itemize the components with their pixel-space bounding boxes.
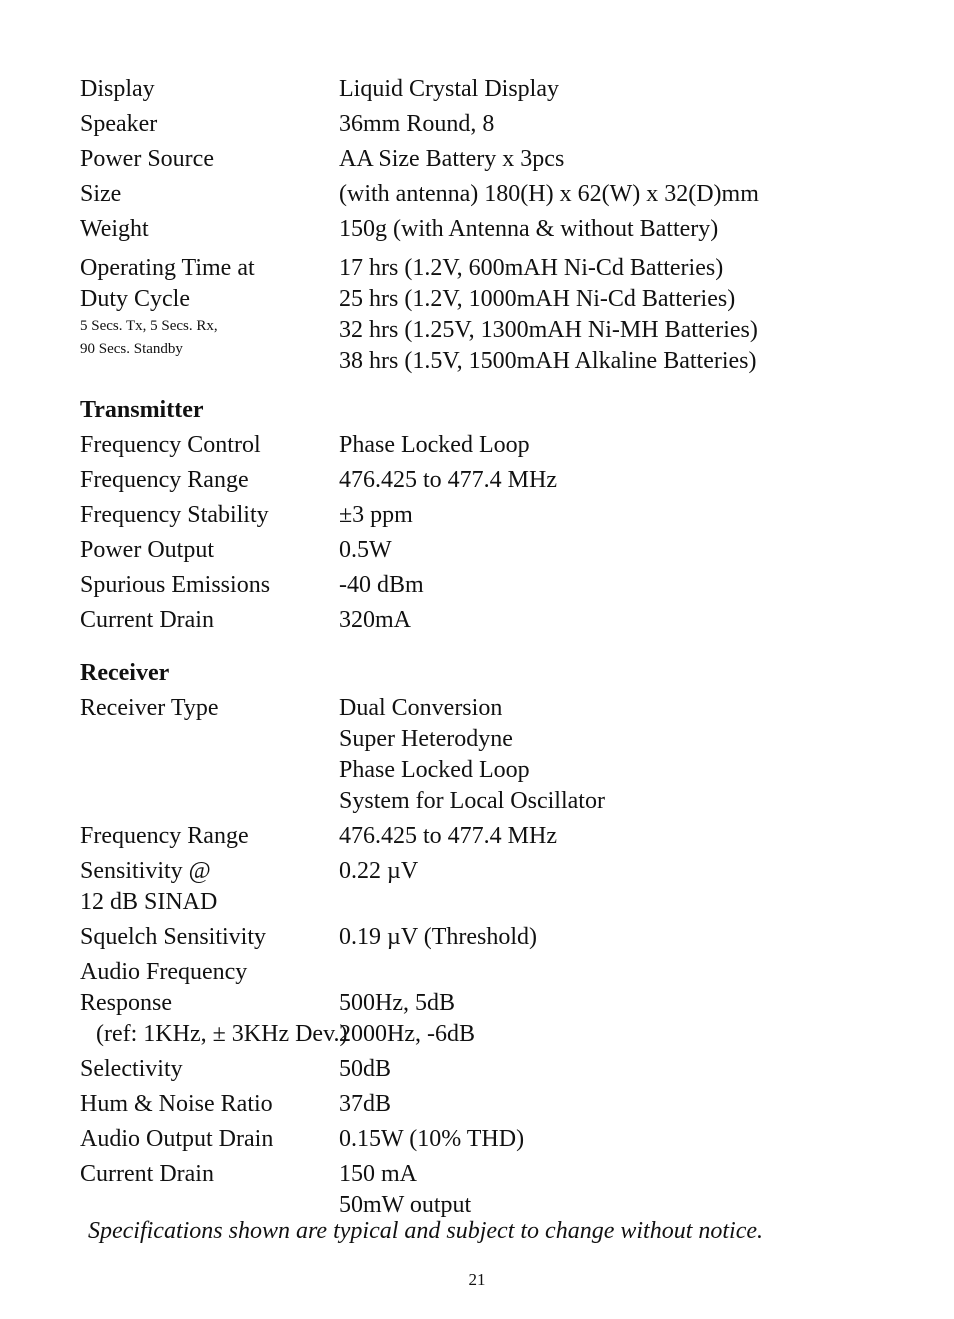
spec-value: System for Local Oscillator: [339, 788, 605, 814]
spec-label: Frequency Control: [80, 432, 261, 458]
spec-row-operating-time: [80, 253, 880, 377]
spec-row: [80, 856, 880, 918]
spec-row: [80, 957, 880, 1050]
spec-value: 50dB: [339, 1056, 392, 1082]
spec-sublabel: 90 Secs. Standby: [80, 341, 183, 357]
spec-value: 150g (with Antenna & without Battery): [339, 216, 719, 242]
page-number: 21: [468, 1270, 486, 1289]
spec-value: 476.425 to 477.4 MHz: [339, 823, 557, 849]
spec-value: Dual Conversion: [339, 695, 503, 721]
spec-row: [80, 922, 880, 953]
spec-value: [339, 957, 880, 988]
spec-row: [80, 535, 880, 566]
spec-label: Operating Time at: [80, 255, 255, 281]
spec-value: 0.15W (10% THD): [339, 1126, 525, 1152]
general-specs: [80, 74, 880, 249]
spec-value: 25 hrs (1.2V, 1000mAH Ni-Cd Batteries): [339, 286, 736, 312]
spec-label: (ref: 1KHz, ± 3KHz Dev.): [96, 1021, 348, 1047]
disclaimer-note: Specifications shown are typical and subject to change without notice.: [88, 1218, 763, 1244]
spec-value: ±3 ppm: [339, 502, 413, 528]
spec-label: Frequency Range: [80, 467, 249, 493]
spec-value: 36mm Round, 8: [339, 111, 495, 137]
spec-label: Current Drain: [80, 1161, 214, 1187]
spec-label: Receiver Type: [80, 695, 219, 721]
spec-value: 500Hz, 5dB: [339, 990, 455, 1016]
spec-row: [80, 1089, 880, 1120]
spec-row: [80, 1159, 880, 1221]
spec-label: 12 dB SINAD: [80, 889, 218, 915]
spec-value: Phase Locked Loop: [339, 432, 530, 458]
spec-value: 0.5W: [339, 537, 392, 563]
spec-row: [80, 821, 880, 852]
receiver-specs: [80, 693, 880, 1225]
spec-row: [80, 179, 880, 210]
spec-value: 320mA: [339, 607, 411, 633]
spec-row: [80, 430, 880, 461]
spec-label: Hum & Noise Ratio: [80, 1091, 273, 1117]
spec-value: Liquid Crystal Display: [339, 76, 559, 102]
spec-label: Current Drain: [80, 607, 214, 633]
spec-row: [80, 570, 880, 601]
spec-sublabel: 5 Secs. Tx, 5 Secs. Rx,: [80, 318, 218, 334]
spec-value: 2000Hz, -6dB: [339, 1021, 475, 1047]
spec-label: Speaker: [80, 111, 158, 137]
spec-row: [80, 500, 880, 531]
spec-label: Power Output: [80, 537, 214, 563]
spec-row: [80, 1054, 880, 1085]
spec-row: [80, 465, 880, 496]
spec-label: Selectivity: [80, 1056, 183, 1082]
spec-value: 150 mA: [339, 1161, 417, 1187]
spec-row: [80, 693, 880, 817]
spec-label: Spurious Emissions: [80, 572, 271, 598]
spec-label: Audio Output Drain: [80, 1126, 274, 1152]
spec-value: 38 hrs (1.5V, 1500mAH Alkaline Batteries): [339, 348, 757, 374]
spec-row: [80, 605, 880, 636]
spec-label: Squelch Sensitivity: [80, 924, 266, 950]
spec-row: [80, 1124, 880, 1155]
spec-value: 32 hrs (1.25V, 1300mAH Ni-MH Batteries): [339, 317, 758, 343]
spec-label: Response: [80, 990, 172, 1016]
spec-label: Frequency Stability: [80, 502, 269, 528]
spec-label: Frequency Range: [80, 823, 249, 849]
spec-sheet: [80, 74, 880, 1225]
spec-label: Duty Cycle: [80, 286, 190, 312]
spec-row: [80, 109, 880, 140]
spec-row: [80, 144, 880, 175]
transmitter-specs: [80, 430, 880, 640]
spec-value: 0.19 µV (Threshold): [339, 924, 538, 950]
spec-value: -40 dBm: [339, 572, 424, 598]
spec-label: Power Source: [80, 146, 214, 172]
section-heading-transmitter: Transmitter: [80, 397, 204, 423]
spec-value: 17 hrs (1.2V, 600mAH Ni-Cd Batteries): [339, 255, 724, 281]
spec-value: Phase Locked Loop: [339, 757, 530, 783]
spec-value: Super Heterodyne: [339, 726, 513, 752]
spec-label: Audio Frequency: [80, 959, 248, 985]
spec-value: (with antenna) 180(H) x 62(W) x 32(D)mm: [339, 181, 759, 207]
spec-label: Size: [80, 181, 122, 207]
spec-value: 37dB: [339, 1091, 392, 1117]
spec-label: Weight: [80, 216, 149, 242]
spec-value: 50mW output: [339, 1192, 472, 1218]
spec-label: Sensitivity @: [80, 858, 211, 884]
spec-row: [80, 74, 880, 105]
spec-value: 476.425 to 477.4 MHz: [339, 467, 557, 493]
spec-value: AA Size Battery x 3pcs: [339, 146, 565, 172]
section-heading-receiver: Receiver: [80, 660, 170, 686]
spec-value: 0.22 µV: [339, 858, 419, 884]
spec-row: [80, 214, 880, 245]
spec-label: Display: [80, 76, 155, 102]
